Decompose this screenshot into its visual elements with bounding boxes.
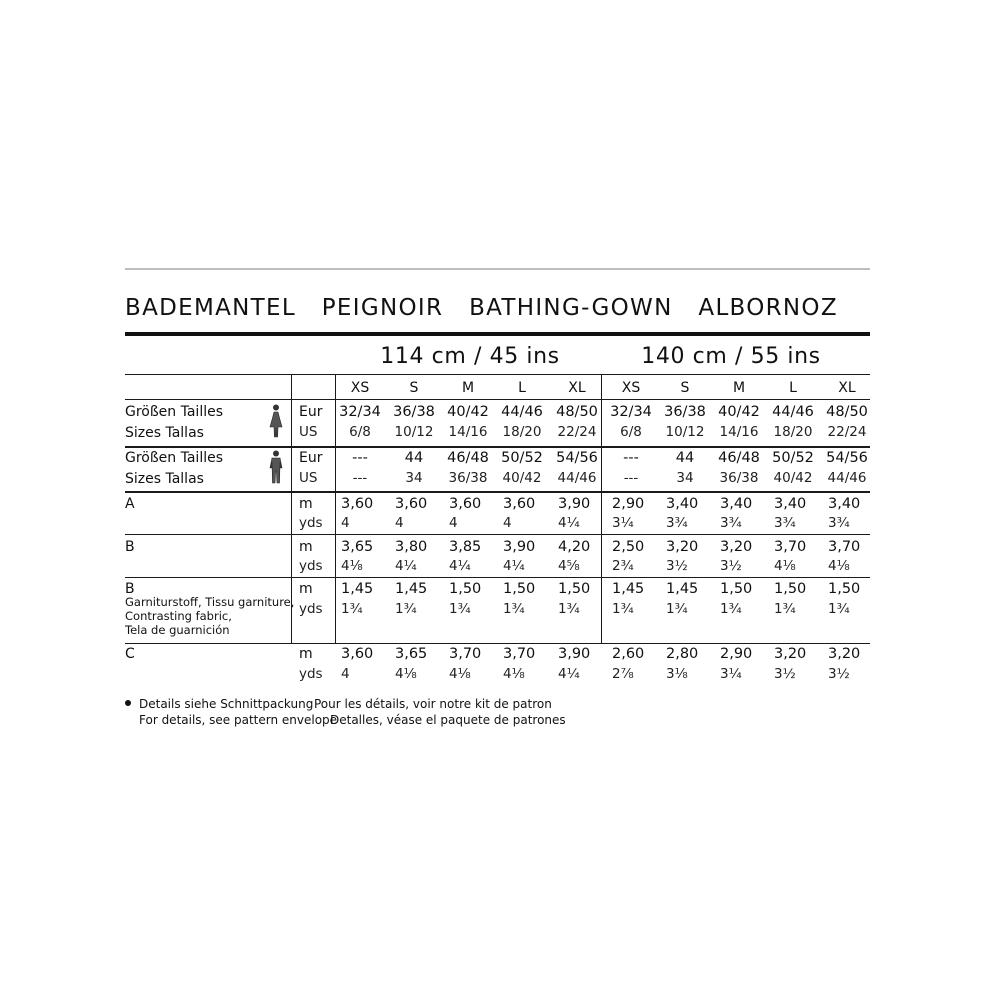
yards-value: 3¾ [828,515,850,531]
meters-value: 3,40 [774,496,807,512]
meters-value: 1,50 [503,581,536,597]
us-size-value: 18/20 [502,424,542,440]
eur-size-value: 48/50 [556,404,598,420]
size-row-label-line1: Größen Tailles [125,450,224,466]
meters-value: 3,40 [828,496,861,512]
meters-value: 1,45 [612,581,645,597]
yards-value: 4⅛ [449,666,471,682]
eur-size-value: 32/34 [339,404,381,420]
meters-value: 3,60 [341,646,374,662]
meters-value: 2,80 [666,646,699,662]
meters-value: 4,20 [558,539,591,555]
yards-value: 1¾ [720,601,742,617]
meters-value: 2,90 [612,496,645,512]
fabric-row-sublabel: Garniturstoff, Tissu garniture, [125,595,295,609]
fabric-row-sublabel: Contrasting fabric, [125,609,232,623]
footnote-french: Pour les détails, voir notre kit de patron [314,697,552,711]
eur-label: Eur [299,404,323,420]
size-header-xs: XS [621,380,641,396]
size-row-1-rule [125,446,870,448]
us-size-value: 6/8 [349,424,371,440]
yards-value: 3⅛ [666,666,688,682]
meters-value: 3,40 [666,496,699,512]
bullet-icon [125,700,131,706]
us-size-value: 34 [676,470,694,486]
yards-value: 3½ [828,666,850,682]
fabric-row-b-rule [125,577,870,578]
size-header-top-rule [125,374,870,375]
yards-value: 4⅝ [558,558,580,574]
eur-size-value: --- [623,450,639,466]
fabric-row-b-trim-rule [125,643,870,644]
yards-value: 1¾ [558,601,580,617]
yards-value: 4⅛ [395,666,417,682]
size-header-xl: XL [568,380,586,396]
yards-value: 3¼ [720,666,742,682]
meters-label: m [299,581,313,597]
yards-label: yds [299,601,323,617]
size-header-s: S [409,380,419,396]
fabric-row-label: B [125,539,135,555]
meters-value: 1,50 [774,581,807,597]
yards-value: 3¼ [612,515,634,531]
size-header-xs: XS [350,380,370,396]
eur-size-value: 44 [404,450,424,466]
eur-size-value: 46/48 [447,450,489,466]
size-header-l: L [518,380,526,396]
yards-value: 1¾ [449,601,471,617]
yards-value: 3¾ [774,515,796,531]
meters-value: 1,45 [666,581,699,597]
meters-value: 1,50 [558,581,591,597]
meters-value: 3,65 [341,539,374,555]
meters-value: 3,60 [395,496,428,512]
top-rule [125,268,870,270]
yards-value: 4 [503,515,512,531]
yards-value: 4¼ [449,558,471,574]
eur-size-value: 44 [675,450,695,466]
yards-value: 3½ [666,558,688,574]
yards-value: 4¼ [558,515,580,531]
yards-value: 4¼ [558,666,580,682]
size-row-label-line2: Sizes Tallas [125,471,204,487]
meters-value: 3,20 [828,646,861,662]
us-size-value: 14/16 [448,424,488,440]
meters-value: 2,90 [720,646,753,662]
eur-size-value: --- [352,450,368,466]
size-header-bottom-rule [125,399,870,400]
width-group-divider [601,374,602,643]
us-size-value: --- [352,470,368,486]
size-row-label-line1: Größen Tailles [125,404,224,420]
width-heading-140: 140 cm / 55 ins [641,344,821,369]
yards-value: 4⅛ [341,558,363,574]
eur-size-value: 50/52 [501,450,543,466]
eur-size-value: 44/46 [501,404,543,420]
meters-value: 3,90 [558,496,591,512]
size-header-m: M [461,380,475,396]
yards-value: 1¾ [341,601,363,617]
us-size-value: 40/42 [502,470,542,486]
us-size-value: 40/42 [773,470,813,486]
eur-size-value: 40/42 [447,404,489,420]
eur-size-value: 40/42 [718,404,760,420]
us-label: US [299,424,318,440]
us-size-value: 6/8 [620,424,642,440]
us-size-value: 14/16 [719,424,759,440]
meters-value: 3,90 [558,646,591,662]
eur-size-value: 32/34 [610,404,652,420]
meters-value: 3,65 [395,646,428,662]
yards-value: 1¾ [774,601,796,617]
us-size-value: 44/46 [827,470,867,486]
yards-value: 1¾ [395,601,417,617]
meters-value: 1,45 [341,581,374,597]
yards-label: yds [299,558,323,574]
yards-value: 4 [449,515,458,531]
meters-value: 2,60 [612,646,645,662]
us-size-value: 34 [405,470,423,486]
eur-size-value: 46/48 [718,450,760,466]
meters-value: 2,50 [612,539,645,555]
meters-value: 3,60 [503,496,536,512]
size-row-2-rule [125,491,870,493]
yards-value: 2¾ [612,558,634,574]
us-size-value: 10/12 [665,424,705,440]
yards-value: 3¾ [666,515,688,531]
meters-label: m [299,539,313,555]
meters-value: 3,70 [774,539,807,555]
yards-label: yds [299,515,323,531]
eur-size-value: 48/50 [826,404,868,420]
us-label: US [299,470,318,486]
us-size-value: 10/12 [394,424,434,440]
us-size-value: 22/24 [827,424,867,440]
meters-value: 1,45 [395,581,428,597]
yards-value: 4 [341,515,350,531]
size-header-m: M [732,380,746,396]
footnote-spanish: Detalles, véase el paquete de patrones [330,713,566,727]
yards-value: 1¾ [666,601,688,617]
chart-title: BADEMANTEL PEIGNOIR BATHING-GOWN ALBORNOZ [125,295,838,321]
yards-value: 3¾ [720,515,742,531]
eur-size-value: 54/56 [826,450,868,466]
size-row-label-line2: Sizes Tallas [125,425,204,441]
yards-value: 3½ [720,558,742,574]
us-size-value: 22/24 [557,424,597,440]
meters-value: 3,20 [666,539,699,555]
size-header-xl: XL [838,380,856,396]
us-size-value: 18/20 [773,424,813,440]
meters-value: 3,20 [720,539,753,555]
meters-value: 3,60 [341,496,374,512]
eur-size-value: 54/56 [556,450,598,466]
meters-value: 3,90 [503,539,536,555]
meters-label: m [299,496,313,512]
yards-value: 4¼ [395,558,417,574]
man-icon [269,450,283,484]
yards-label: yds [299,666,323,682]
meters-value: 3,40 [720,496,753,512]
meters-value: 1,50 [720,581,753,597]
yards-value: 4⅛ [828,558,850,574]
yards-value: 4⅛ [503,666,525,682]
yards-value: 4¼ [503,558,525,574]
unit-column-divider [335,374,336,643]
yards-value: 4⅛ [774,558,796,574]
meters-value: 1,50 [449,581,482,597]
width-heading-114: 114 cm / 45 ins [380,344,560,369]
size-header-l: L [789,380,797,396]
yards-value: 3½ [774,666,796,682]
meters-value: 3,70 [828,539,861,555]
yards-value: 4 [395,515,404,531]
eur-size-value: 44/46 [772,404,814,420]
us-size-value: 36/38 [448,470,488,486]
meters-value: 3,70 [449,646,482,662]
yards-value: 1¾ [828,601,850,617]
meters-value: 3,85 [449,539,482,555]
yards-value: 2⅞ [612,666,634,682]
footnote-english: For details, see pattern envelope [139,713,338,727]
eur-size-value: 36/38 [393,404,435,420]
size-header-s: S [680,380,690,396]
title-rule [125,332,870,336]
footnote-german: Details siehe Schnittpackung [139,697,314,711]
eur-label: Eur [299,450,323,466]
yards-value: 1¾ [612,601,634,617]
yards-value: 4 [341,666,350,682]
meters-value: 1,50 [828,581,861,597]
yards-value: 1¾ [503,601,525,617]
fabric-row-label: B [125,581,135,597]
meters-value: 3,70 [503,646,536,662]
woman-icon [269,404,283,438]
fabric-row-sublabel: Tela de guarnición [125,623,230,637]
eur-size-value: 36/38 [664,404,706,420]
us-size-value: 36/38 [719,470,759,486]
fabric-row-label: A [125,496,135,512]
meters-value: 3,60 [449,496,482,512]
meters-label: m [299,646,313,662]
us-size-value: 44/46 [557,470,597,486]
meters-value: 3,20 [774,646,807,662]
us-size-value: --- [623,470,639,486]
eur-size-value: 50/52 [772,450,814,466]
fabric-row-a-rule [125,534,870,535]
meters-value: 3,80 [395,539,428,555]
fabric-row-label: C [125,646,135,662]
